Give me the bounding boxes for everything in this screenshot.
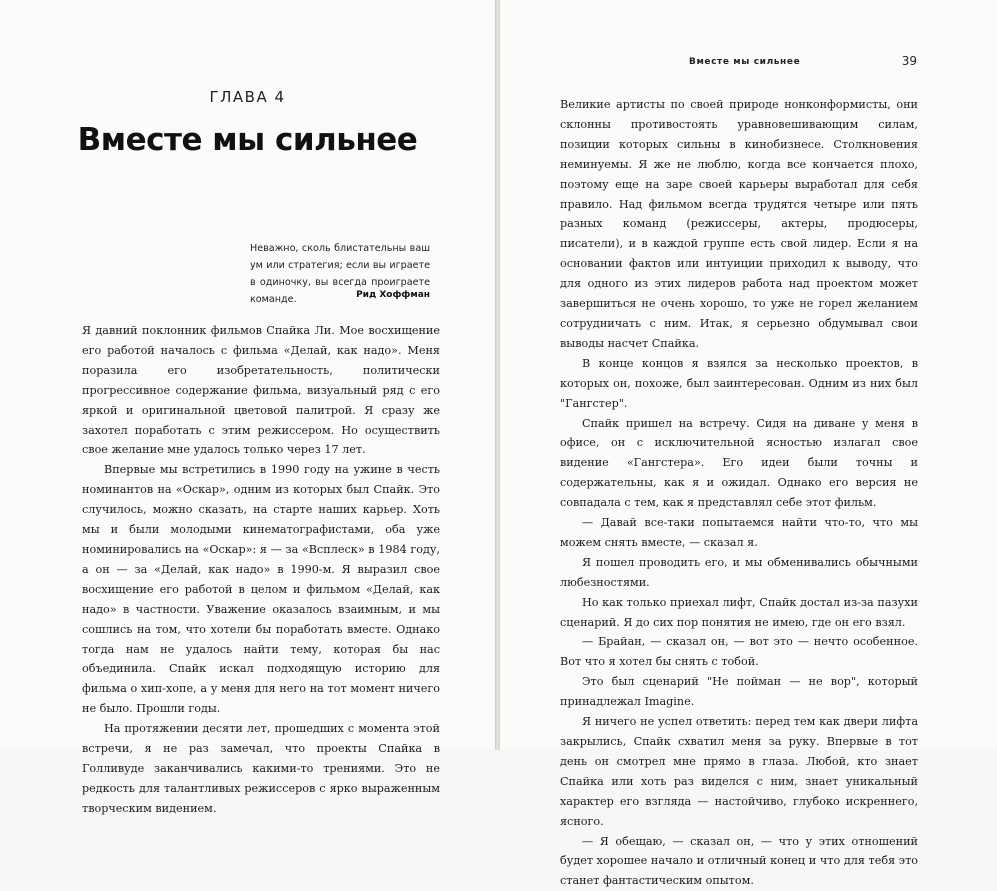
paragraph: Это был сценарий "Не пойман — не вор", который принадлежал Imagine. — [560, 675, 918, 709]
running-head: Вместе мы сильнее — [689, 57, 801, 67]
right-page — [500, 0, 997, 888]
paragraph: Впервые мы встретились в 1990 году на ужине в честь номинантов на «Оскар», одним из которых был Спайк. Это случилось, можно сказать, на старте наших карьер. Хоть мы и были молодыми кинематографистами, оба уже номинировались на «Оскар»: я — за «Всплеск» в 1984 году, а он — за «Делай, как надо» в 1990-м. Я выразил свое восхищение его работой в целом и фильмом «Делай, как надо» в частности. Уважение оказалось взаимным, и мы сошлись на том, что хотели бы поработать вместе. Однако тогда нам не удалось найти тему, которая бы нас объединила. Спайк искал подходящую историю для фильма о хип-хопе, а у меня для него на тот момент ничего не было. Прошли годы. — [82, 463, 440, 716]
paragraph: На протяжении десяти лет, прошедших с момента этой встречи, я не раз замечал, что проекты Спайка в Голливуде заканчивались какими-то трениями. Это не редкость для талантливых режиссеров с ярко выраженным творческим видением. — [82, 722, 440, 815]
paragraph: — Брайан, — сказал он, — вот это — нечто особенное. Вот что я хотел бы снять с тобой. — [560, 635, 918, 669]
chapter-title: Вместе мы сильнее — [77, 122, 418, 158]
paragraph: — Давай все-таки попытаемся найти что-то, что мы можем снять вместе, — сказал я. — [560, 516, 918, 549]
left-body-text — [82, 321, 440, 819]
paragraph: В конце концов я взялся за несколько проектов, в которых он, похоже, был заинтересован. Одним из них был "Гангстер". — [560, 356, 918, 410]
paragraph: Великие артисты по своей природе нонконформисты, они склонны противостоять уравновешивающим силам, позиции которых сильны в кинобизнесе. Столкновения неминуемы. Я же не люблю, когда все кончается плохо, поэтому еще на заре своей карьеры выработал для себя правило. Над фильмом всегда трудятся четыре или пять разных команд (режиссеры, актеры, продюсеры, писатели), и в каждой группе есть свой лидер. Если я на основании фактов или интуиции приходил к выводу, что для одного из этих лидеров работа над проектом может завершиться не очень хорошо, то уже не горел желанием сотрудничать с ним. Итак, я серьезно обдумывал свои выводы насчет Спайка. — [560, 98, 918, 350]
paragraph: Я ничего не успел ответить: перед тем как двери лифта закрылись, Спайк схватил меня за руку. Впервые в тот день он смотрел мне прямо в глаза. Любой, кто знает Спайка или хоть раз виделся с ним, знает уникальный характер его взгляда — настойчиво, глубоко искреннего, ясного. — [560, 715, 918, 828]
right-body-text — [560, 95, 918, 891]
paragraph: Но как только приехал лифт, Спайк достал из-за пазухи сценарий. Я до сих пор понятия не имею, где он его взял. — [560, 595, 918, 629]
left-page — [0, 0, 495, 815]
page-number: 39 — [901, 54, 917, 68]
paragraph: — Я обещаю, — сказал он, — что у этих отношений будет хорошее начало и отличный конец и что для тебя это станет фантастическим опытом. — [560, 834, 918, 888]
paragraph: Я пошел проводить его, и мы обменивались обычными любезностями. — [560, 555, 918, 589]
chapter-label: ГЛАВА 4 — [209, 88, 286, 106]
paragraph: Спайк пришел на встречу. Сидя на диване у меня в офисе, он с исключительной ясностью излагал свое видение «Гангстера». Его идеи были точны и содержательны, как я и ожидал. Однако его версия не совпадала с тем, как я представлял себе этот фильм. — [560, 416, 918, 510]
paragraph: Я давний поклонник фильмов Спайка Ли. Мое восхищение его работой началось с фильма «Делай, как надо». Меня поразила его изобретательность, политически прогрессивное содержание фильма, визуальный ряд с его яркой и оригинальной цветовой палитрой. Я сразу же захотел поработать с этим режиссером. Но осуществить свое желание мне удалось только через 17 лет. — [82, 324, 440, 457]
epigraph-author: Рид Хоффман — [356, 290, 430, 300]
epigraph-text: Неважно, сколь блистательны ваш ум или стратегия; если вы играете в одиночку, вы всегда проиграете команде. — [250, 243, 430, 305]
